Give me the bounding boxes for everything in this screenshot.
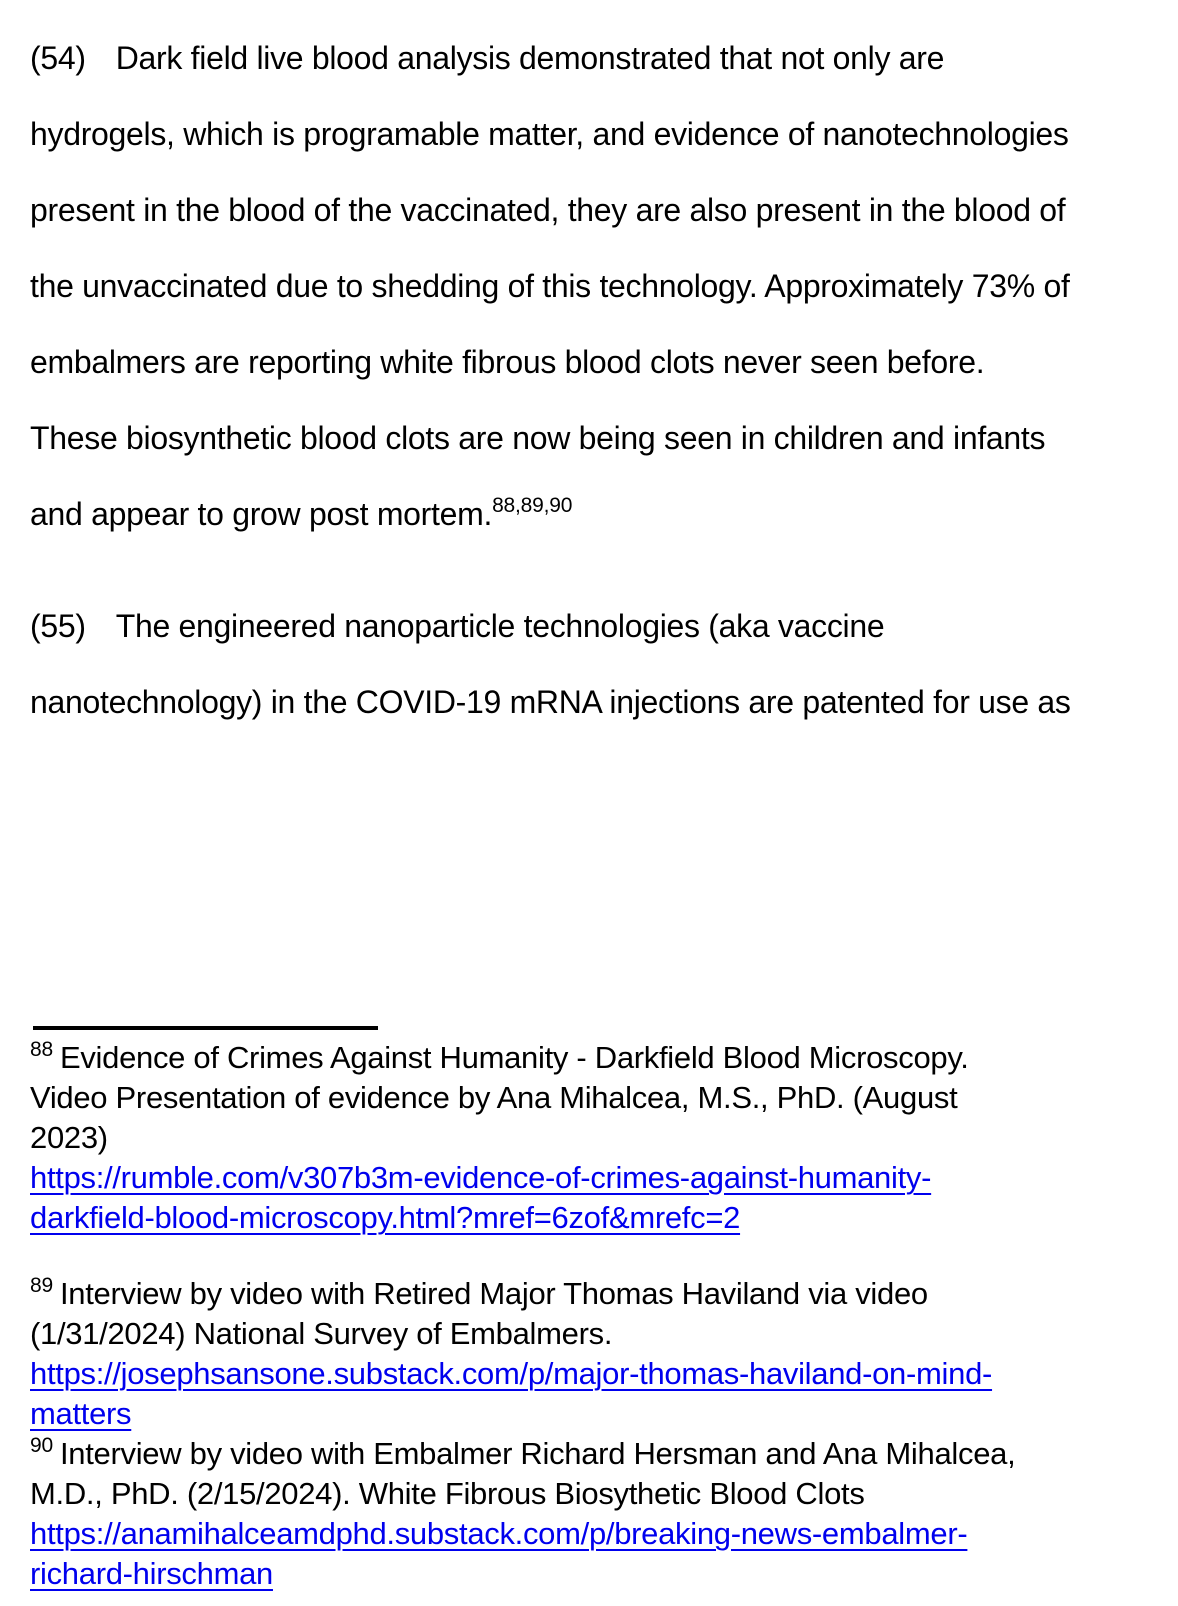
paragraph-54-line-6: These biosynthetic blood clots are now being seen in children and infants bbox=[30, 420, 1046, 456]
footnote-88-marker: 88 bbox=[30, 1038, 53, 1061]
footnote-88-line-2: Video Presentation of evidence by Ana Mihalcea, M.S., PhD. (August bbox=[30, 1080, 958, 1115]
footnote-89-link-line-2[interactable]: matters bbox=[30, 1396, 132, 1431]
footnote-90-text: Interview by video with Embalmer Richard Hersman and Ana Mihalcea, bbox=[59, 1436, 1016, 1471]
footnote-88-link-line-2[interactable]: darkfield-blood-microscopy.html?mref=6zof&mrefc=2 bbox=[30, 1200, 741, 1235]
paragraph-54-number: (54) bbox=[30, 40, 86, 76]
paragraph-54-text: Dark field live blood analysis demonstrated that not only are bbox=[115, 40, 945, 76]
footnote-90-line-1 bbox=[30, 1434, 1138, 1474]
paragraph-54 bbox=[30, 20, 1138, 552]
footnote-89-line-1 bbox=[30, 1274, 1138, 1314]
paragraph-54-line-3: present in the blood of the vaccinated, they are also present in the blood of bbox=[30, 192, 1066, 228]
footnote-88-line-3: 2023) bbox=[30, 1120, 108, 1155]
footnote-89-text: Interview by video with Retired Major Thomas Haviland via video bbox=[59, 1276, 928, 1311]
footnotes-section bbox=[30, 1026, 1138, 1594]
paragraph-54-line-5: embalmers are reporting white fibrous blood clots never seen before. bbox=[30, 344, 985, 380]
paragraph-55-line-1 bbox=[30, 588, 1138, 664]
paragraph-54-line-2: hydrogels, which is programable matter, and evidence of nanotechnologies bbox=[30, 116, 1069, 152]
footnote-90-line-2: M.D., PhD. (2/15/2024). White Fibrous Biosythetic Blood Clots bbox=[30, 1476, 865, 1511]
footnote-88-link[interactable] bbox=[30, 1158, 1138, 1238]
footnote-90 bbox=[30, 1434, 1138, 1594]
footnote-89-line-2: (1/31/2024) National Survey of Embalmers. bbox=[30, 1316, 613, 1351]
paragraph-55-text: The engineered nanoparticle technologies (aka vaccine bbox=[115, 608, 885, 644]
paragraph-55-number: (55) bbox=[30, 608, 86, 644]
footnote-90-link-line-2[interactable]: richard-hirschman bbox=[30, 1556, 273, 1591]
footnote-88-line-1 bbox=[30, 1038, 1138, 1078]
footnote-88-text: Evidence of Crimes Against Humanity - Darkfield Blood Microscopy. bbox=[59, 1040, 969, 1075]
footnote-90-marker: 90 bbox=[30, 1434, 53, 1457]
paragraph-55-line-2: nanotechnology) in the COVID-19 mRNA injections are patented for use as bbox=[30, 684, 1071, 720]
paragraph-54-line-4: the unvaccinated due to shedding of this technology. Approximately 73% of bbox=[30, 268, 1070, 304]
paragraph-54-line-7 bbox=[30, 476, 1138, 552]
footnote-89-link[interactable] bbox=[30, 1354, 1138, 1434]
footnote-reference-88-89-90: 88,89,90 bbox=[492, 494, 573, 517]
footnote-88-link-line-1[interactable]: https://rumble.com/v307b3m-evidence-of-crimes-against-humanity- bbox=[30, 1160, 932, 1195]
paragraph-55 bbox=[30, 588, 1138, 740]
footnote-89-link-line-1[interactable]: https://josephsansone.substack.com/p/major-thomas-haviland-on-mind- bbox=[30, 1356, 993, 1391]
paragraph-54-last-text: and appear to grow post mortem. bbox=[30, 496, 493, 532]
footnote-89-marker: 89 bbox=[30, 1274, 53, 1297]
footnote-separator-rule bbox=[33, 1026, 378, 1030]
footnote-88 bbox=[30, 1038, 1138, 1238]
footnote-90-link[interactable] bbox=[30, 1514, 1138, 1594]
footnote-89 bbox=[30, 1274, 1138, 1434]
paragraph-54-line-1 bbox=[30, 20, 1138, 96]
footnote-90-link-line-1[interactable]: https://anamihalceamdphd.substack.com/p/breaking-news-embalmer- bbox=[30, 1516, 968, 1551]
